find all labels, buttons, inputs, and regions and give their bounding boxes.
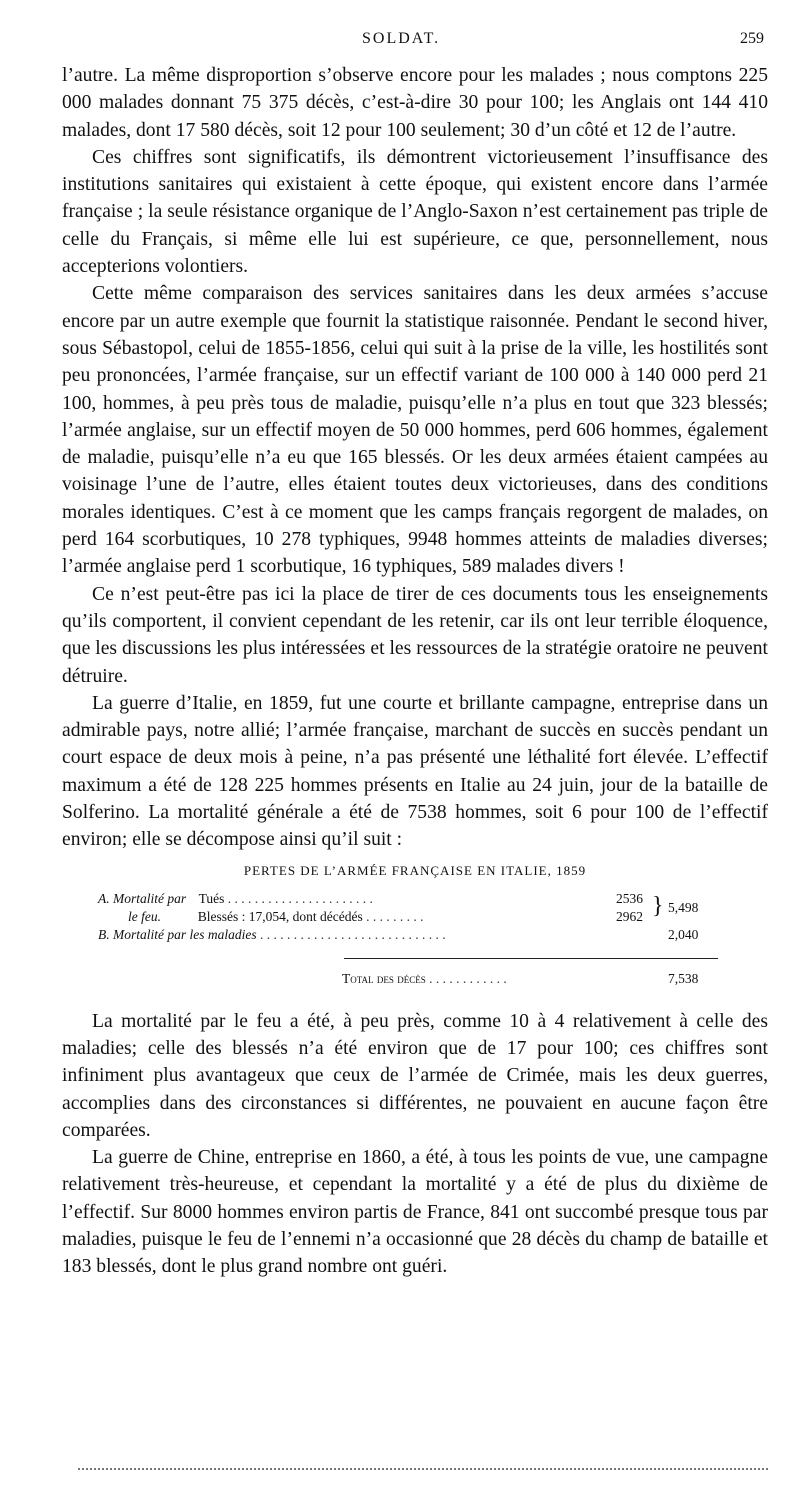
paragraph-3: Cette même comparaison des services sanitaires dans les deux armées s’accuse encore par un autre exemple que fournit la statistique raisonnée. Pendant le second hiver, sous Sébastopol, celui de 1855-1856, celui qui suit à la prise de la ville, les hostilités sont peu prononcées, l’armée française, sur un effectif variant de 100 000 à 140 000 perd 21 100, hommes, à peu près tous de maladie, puisqu’elle n’a plus en tout que 323 blessés; l’armée anglaise, sur un effectif moyen de 50 000 hommes, perd 606 hommes, également de maladie, puisqu’elle n’a eu que 165 blessés. Or les deux armées étaient campées au voisinage l’une de l’autre, elles étaient toutes deux victorieuses, dans des conditions morales identiques. C’est à ce moment que les camps français regorgent de malades, on perd 164 scorbutiques, 10 278 typhiques, 9948 hommes atteints de maladies diverses; l’armée anglaise perd 1 scorbutique, 16 typhiques, 589 malades divers !	[62, 283, 768, 578]
killed-label: Tués	[198, 890, 225, 906]
wounded-value: 2962	[616, 908, 643, 924]
paragraph-4: Ce n’est peut-être pas ici la place de tirer de ces documents tous les enseignements qu’ils comportent, il convient cependant de les retenir, car ils ont leur terrible éloquence, que les discussions les plus intéressées et les ressources de la stratégie oratoire ne peuvent détruire.	[62, 583, 768, 687]
killed-value: 2536	[616, 890, 643, 906]
row-a-label-cont: le feu.	[128, 908, 161, 924]
dot-leader: . . . . . . . . . . . .	[429, 970, 507, 986]
dot-leader: . . . . . . . . . . . . . . . . . . . . . .	[227, 890, 373, 906]
faint-footer-rule	[78, 1468, 768, 1470]
brace-glyph: }	[652, 892, 664, 919]
paragraph-7: La guerre de Chine, entreprise en 1860, a été, à tous les points de vue, une campagne relativement très-heureuse, et cependant la mortalité y a été de plus du dixième de l’effectif. Sur 8000 hommes environ partis de France, 841 ont succombé presque tous par maladies, puisque le feu de l’ennemi n’a occasionné que 28 décès du champ de bataille et 183 blessés, dont le plus grand nombre ont guéri.	[62, 1147, 768, 1278]
total-label: Total des décès	[342, 970, 426, 986]
total-value: 7,538	[668, 970, 699, 986]
row-a-label: A. Mortalité par	[98, 890, 187, 906]
page-body	[62, 62, 768, 1281]
page-number: 259	[740, 30, 764, 47]
losses-row-disease	[98, 926, 718, 944]
dot-leader: . . . . . . . . . . . . . . . . . . . . . . . . . . . .	[260, 926, 446, 942]
paragraph-2: Ces chiffres sont significatifs, ils démontrent victorieusement l’insuffisance des institutions sanitaires qui existaient à cette époque, qui existent encore dans l’armée française ; la seule résistance organique de l’Anglo-Saxon n’est certainement pas triple de celle du Français, si même elle lui est supérieure, ce que, personnellement, nous accepterions volontiers.	[62, 146, 768, 278]
fire-total: 5,498	[668, 899, 699, 915]
paragraph-5: La guerre d’Italie, en 1859, fut une courte et brillante campagne, entreprise dans un admirable pays, notre allié; l’armée française, marchant de succès en succès pendant un court espace de deux mois à peine, n’a pas présenté une léthalité fort élevée. L’effectif maximum a été de 128 225 hommes présents en Italie au 24 juin, jour de la bataille de Solferino. La mortalité générale a été de 7538 hommes, soit 6 pour 100 de l’effectif environ; elle se décompose ainsi qu’il suit :	[62, 692, 768, 851]
losses-table	[62, 890, 768, 1008]
wounded-label: Blessés : 17,054, dont décédés	[197, 908, 363, 924]
running-header	[62, 30, 764, 56]
row-b-label: B. Mortalité par les maladies	[98, 926, 257, 942]
total-rule	[344, 958, 718, 959]
losses-row-total	[342, 970, 718, 988]
dot-leader: . . . . . . . . .	[366, 908, 424, 924]
running-title: SOLDAT.	[362, 30, 441, 47]
losses-table-title: PERTES DE L’ARMÉE FRANÇAISE EN ITALIE, 1859	[243, 862, 587, 878]
paragraph-1: l’autre. La même disproportion s’observe encore pour les malades ; nous comptons 225 000 malades donnant 75 375 décès, c’est-à-dire 30 pour 100; les Anglais ont 144 410 malades, dont 17 580 décès, soit 12 pour 100 seulement; 30 d’un côté et 12 de l’autre.	[62, 65, 768, 141]
paragraph-6: La mortalité par le feu a été, à peu près, comme 10 à 4 relativement à celle des maladies; celle des blessés n’a été environ que de 17 pour 100; ces chiffres sont infiniment plus avantageux que ceux de l’armée de Crimée, mais les deux guerres, accomplies dans des circonstances si différentes, ne pouvaient en aucune façon être comparées.	[62, 1010, 768, 1141]
disease-total: 2,040	[668, 926, 699, 942]
